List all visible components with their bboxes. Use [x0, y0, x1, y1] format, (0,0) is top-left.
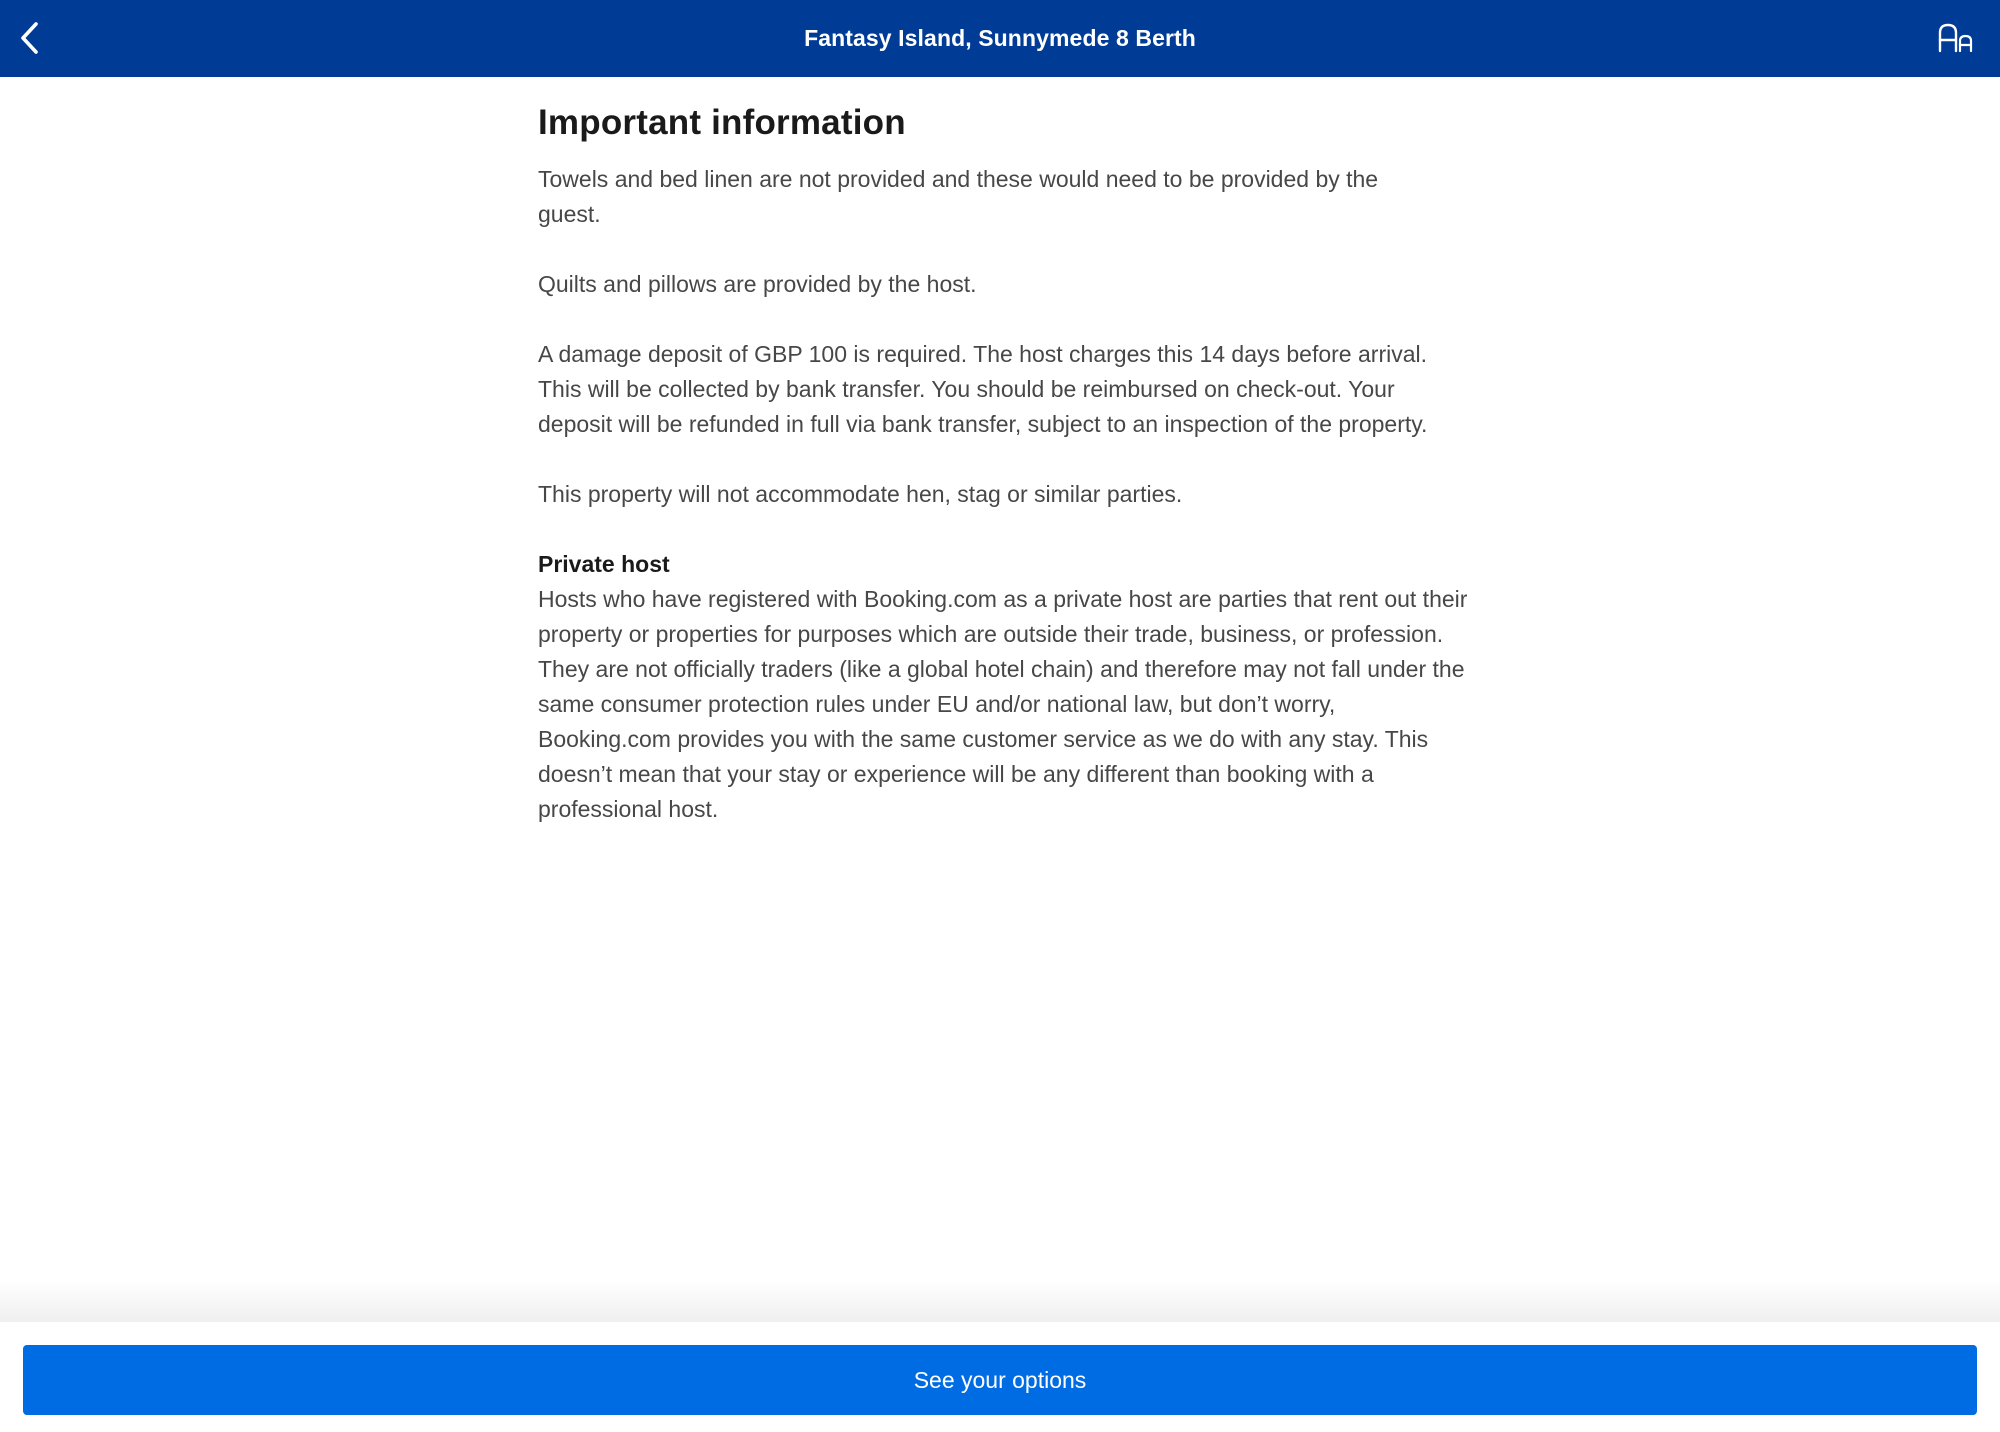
info-paragraph-parties: This property will not accommodate hen, stag or similar parties.	[538, 481, 1183, 507]
private-host-paragraph: Hosts who have registered with Booking.com as a private host are parties that rent out their property or properties for purposes which are outside their trade, business, or profession. They are not officially traders (like a global hotel chain) and therefore may not fall under the same consumer protection rules under EU and/or national law, but don’t worry, Booking.com provides you with the same customer service as we do with any stay. This doesn’t mean that your stay or experience will be any different than booking with a professional host.	[538, 586, 1468, 822]
section-heading: Important information	[538, 103, 906, 142]
important-information-section	[538, 98, 1468, 827]
top-nav-bar	[0, 0, 2000, 77]
see-your-options-button[interactable]: See your options	[23, 1345, 1977, 1415]
back-button[interactable]	[8, 16, 52, 60]
info-paragraph-quilts: Quilts and pillows are provided by the host.	[538, 271, 977, 297]
private-host-heading: Private host	[538, 551, 670, 577]
bottom-shadow	[0, 1280, 2000, 1322]
text-size-button[interactable]	[1930, 16, 1982, 60]
page-title: Fantasy Island, Sunnymede 8 Berth	[804, 25, 1196, 51]
text-size-icon	[1938, 23, 1974, 53]
info-paragraph-towels: Towels and bed linen are not provided and these would need to be provided by the guest.	[538, 166, 1379, 227]
chevron-left-icon	[19, 21, 41, 55]
info-paragraph-deposit: A damage deposit of GBP 100 is required. The host charges this 14 days before arrival. This will be collected by bank transfer. You should be reimbursed on check-out. Your deposit will be refunded in full via bank transfer, subject to an inspection of the property.	[538, 341, 1428, 437]
bottom-action-bar	[0, 1322, 2000, 1432]
